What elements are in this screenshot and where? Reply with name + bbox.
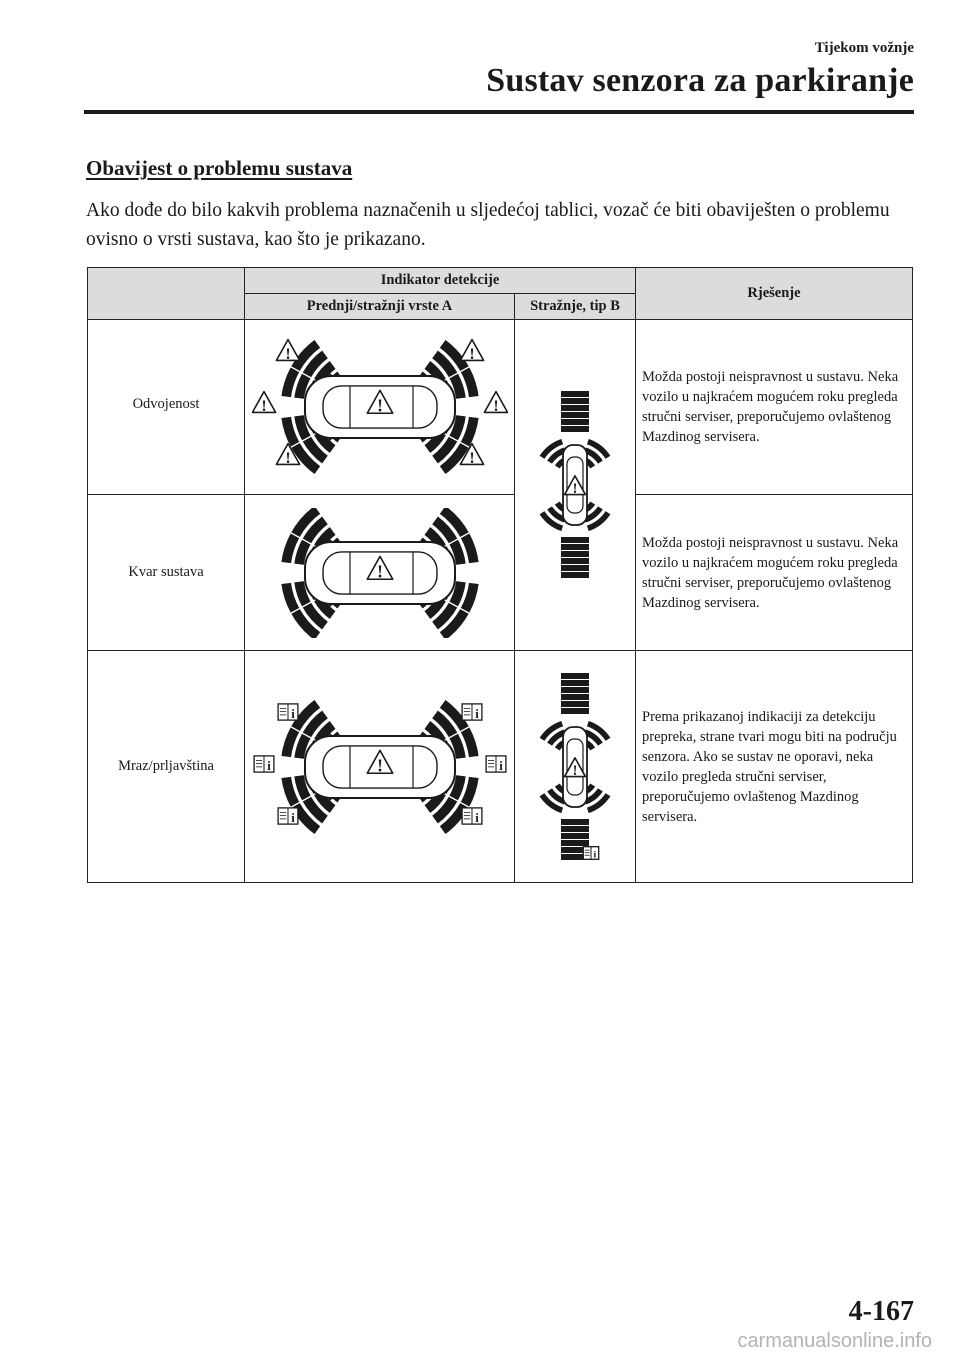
rear-sensor-dirt-icon <box>525 667 625 867</box>
row-name-text: Odvojenost <box>132 395 200 412</box>
figure-cell-b <box>515 320 636 651</box>
chapter-label: Tijekom vožnje <box>814 40 914 56</box>
svg-text:i: i <box>290 706 295 721</box>
header-solution: Rješenje <box>636 268 913 320</box>
header-type-b: Stražnje, tip B <box>515 294 636 320</box>
svg-text:!: ! <box>284 449 291 467</box>
figure-cell-a <box>245 495 515 651</box>
svg-text:!: ! <box>468 345 475 363</box>
svg-text:i: i <box>593 848 597 860</box>
row-name <box>88 651 245 883</box>
solution-cell: Možda postoji neispravnost u sustavu. Neka vozilo u najkraćem mogućem roku pregleda stručni serviser, preporučujemo ovlaštenog Mazdinog servisera. <box>636 320 913 495</box>
watermark: carmanualsonline.info <box>737 1330 932 1352</box>
rear-sensor-warning-icon <box>525 385 625 585</box>
svg-text:i: i <box>498 758 503 773</box>
header-type-a: Prednji/stražnji vrste A <box>245 294 515 320</box>
row-name <box>88 495 245 651</box>
svg-text:i: i <box>474 810 479 825</box>
row-name-text: Mraz/prljavština <box>118 758 214 774</box>
figure-cell-a <box>245 651 515 883</box>
svg-text:!: ! <box>468 449 475 467</box>
sensor-display-dirt-icon <box>252 692 508 842</box>
svg-text:!: ! <box>376 560 383 581</box>
svg-text:!: ! <box>572 762 578 779</box>
page-title: Sustav senzora za parkiranje <box>486 62 914 99</box>
row-name <box>88 320 245 495</box>
svg-text:i: i <box>290 810 295 825</box>
figure-cell-a <box>245 320 515 495</box>
svg-text:!: ! <box>492 397 499 415</box>
sensor-display-separation-icon <box>252 332 508 482</box>
svg-text:!: ! <box>572 481 578 498</box>
svg-text:!: ! <box>284 345 291 363</box>
svg-text:!: ! <box>376 395 383 416</box>
sensor-display-failure-icon <box>252 508 508 638</box>
figure-cell-b <box>515 651 636 883</box>
intro-paragraph: Ako dođe do bilo kakvih problema naznačenih u sljedećoj tablici, vozač će biti obaviješten o problemu ovisno o vrsti sustava, kao što je prikazano. <box>86 200 890 250</box>
row-name-text: Kvar sustava <box>128 564 204 580</box>
header-indicator: Indikator detekcije <box>245 268 636 294</box>
blank-header-cell <box>88 268 245 320</box>
svg-text:!: ! <box>376 754 383 775</box>
solution-cell: Prema prikazanoj indikaciji za detekciju prepreka, strane tvari mogu biti na području senzora. Ako se sustav ne oporavi, neka vozilo pregleda stručni serviser, preporučujemo ovlaštenog Mazdinog servisera. <box>636 651 913 883</box>
page-number: 4-167 <box>848 1296 914 1327</box>
header-divider <box>84 110 914 114</box>
solution-cell: Možda postoji neispravnost u sustavu. Neka vozilo u najkraćem mogućem roku pregleda stručni serviser, preporučujemo ovlaštenog Mazdinog servisera. <box>636 495 913 651</box>
section-title: Obavijest o problemu sustava <box>86 156 353 180</box>
indicator-table <box>87 267 913 883</box>
svg-text:i: i <box>266 758 271 773</box>
svg-text:!: ! <box>260 397 267 415</box>
svg-text:i: i <box>474 706 479 721</box>
